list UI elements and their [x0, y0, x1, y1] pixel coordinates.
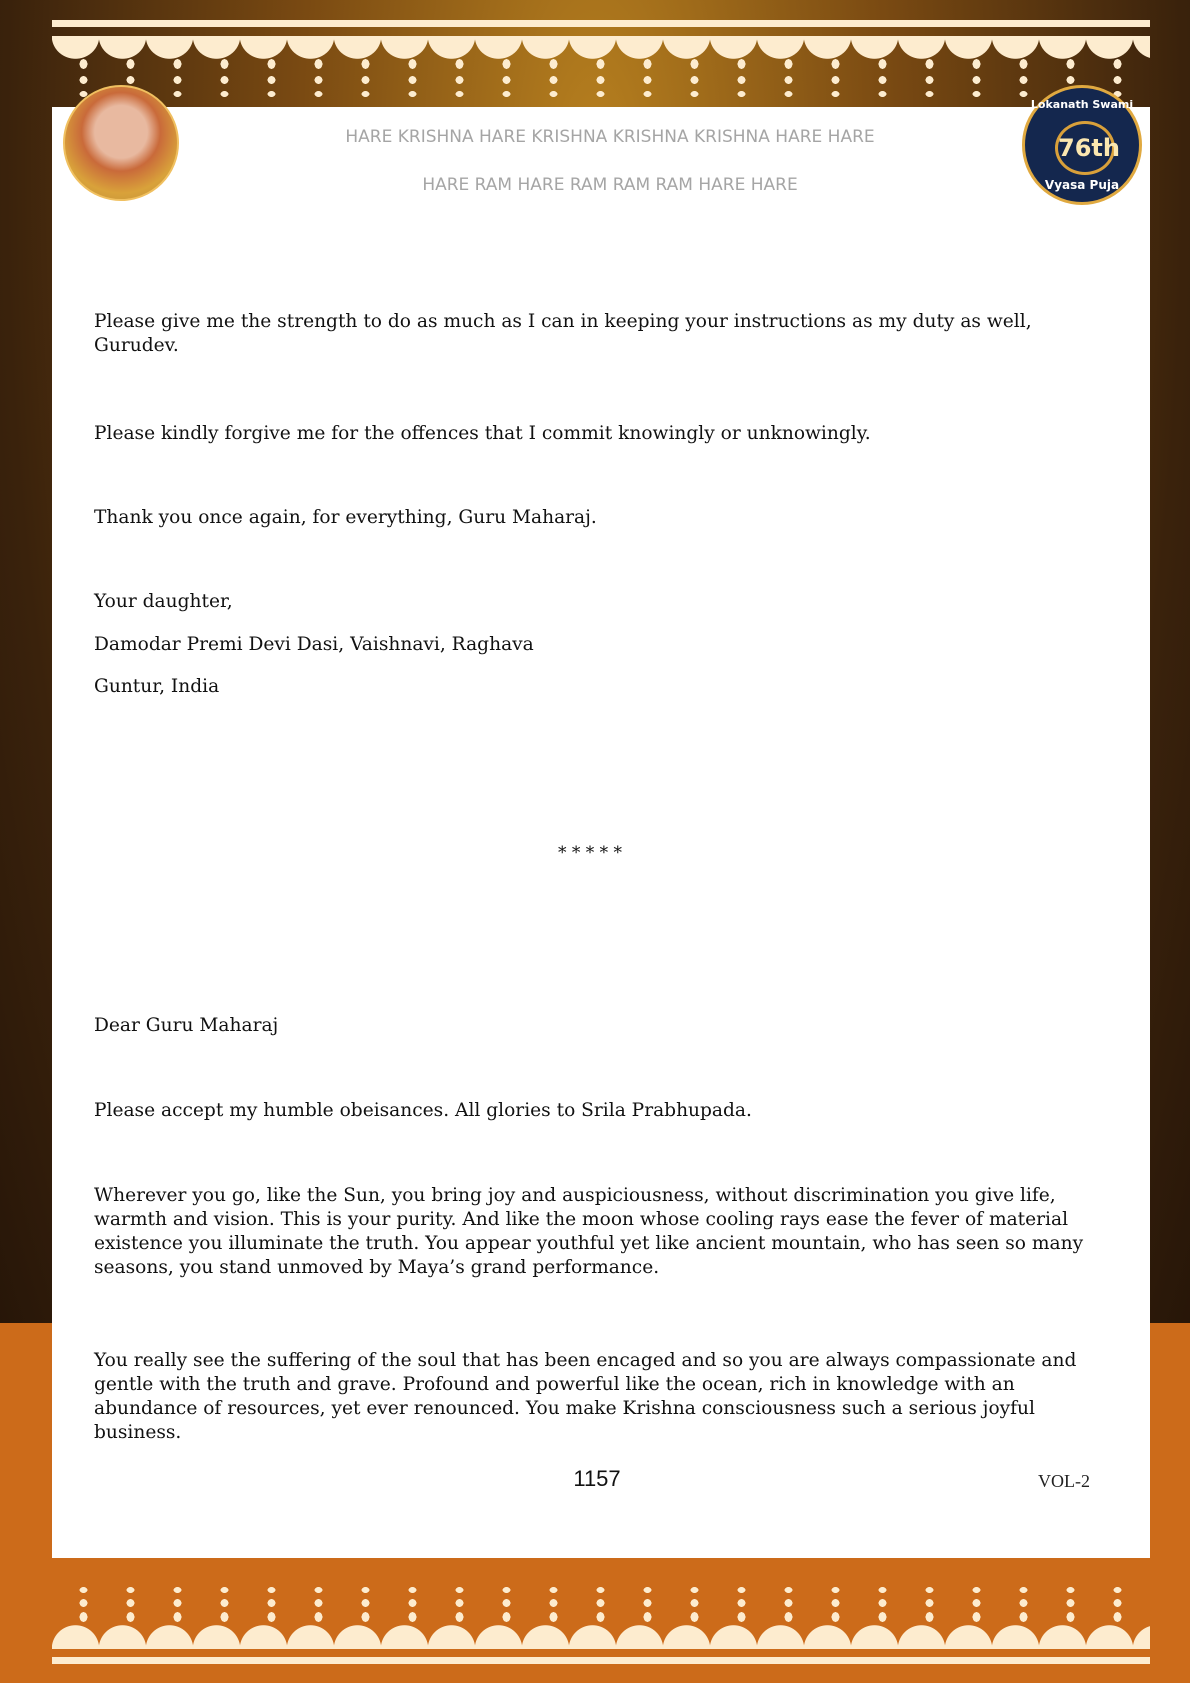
bottom-dots-row: [60, 1587, 1150, 1593]
top-dots-row: [60, 59, 1150, 69]
paragraph: Thank you once again, for everything, Guru Maharaj.: [94, 507, 597, 528]
badge-number: 76th: [1055, 121, 1115, 175]
paragraph: Please give me the strength to do as much as I can in keeping your instructions as my duty as well, Gurudev.: [94, 311, 1032, 356]
badge-top-text: Lokanath Swami: [1030, 98, 1134, 111]
mantra-line-2: HARE RAM HARE RAM RAM RAM HARE HARE: [422, 175, 798, 195]
badge-bottom-text: Vyasa Puja: [1044, 178, 1120, 192]
mantra-line-1: HARE KRISHNA HARE KRISHNA KRISHNA KRISHNA HARE HARE: [345, 127, 875, 147]
signature-name: Damodar Premi Devi Dasi, Vaishnavi, Raghava: [94, 634, 534, 655]
guru-portrait: [63, 85, 179, 201]
section-separator: * * * * *: [557, 843, 623, 863]
paragraph: You really see the suffering of the soul that has been encaged and so you are always compassionate and gentle with the truth and grave. Profound and powerful like the ocean, rich in knowledge with an abundance of resources, yet ever renounced. You make Krishna consciousness such a serious joyful business.: [94, 1350, 1077, 1443]
top-dots-row: [60, 91, 1150, 97]
bottom-scallop-border: [52, 1625, 1150, 1649]
paragraph: Please kindly forgive me for the offences that I commit knowingly or unknowingly.: [94, 423, 871, 444]
top-border-line: [52, 20, 1150, 27]
bottom-border-line: [52, 1657, 1150, 1664]
bottom-dots-row: [60, 1599, 1150, 1607]
signature-location: Guntur, India: [94, 676, 220, 697]
salutation: Dear Guru Maharaj: [94, 1015, 279, 1036]
paragraph: Wherever you go, like the Sun, you bring joy and auspiciousness, without discrimination you give life, warmth and vision. This is your purity. And like the moon whose cooling rays ease the fever of material existence you illuminate the truth. You appear youthful yet like ancient mountain, who has seen so many seasons, you stand unmoved by Maya’s grand performance.: [94, 1185, 1084, 1278]
top-scallop-border: [52, 36, 1150, 59]
top-dots-row: [60, 76, 1150, 84]
paragraph: Please accept my humble obeisances. All glories to Srila Prabhupada.: [94, 1100, 752, 1121]
page-number: 1157: [573, 1466, 621, 1491]
closing: Your daughter,: [94, 591, 233, 612]
vyasa-puja-badge-logo: [1022, 85, 1142, 205]
bottom-dots-row: [60, 1612, 1150, 1622]
volume-label: VOL-2: [1038, 1471, 1090, 1491]
